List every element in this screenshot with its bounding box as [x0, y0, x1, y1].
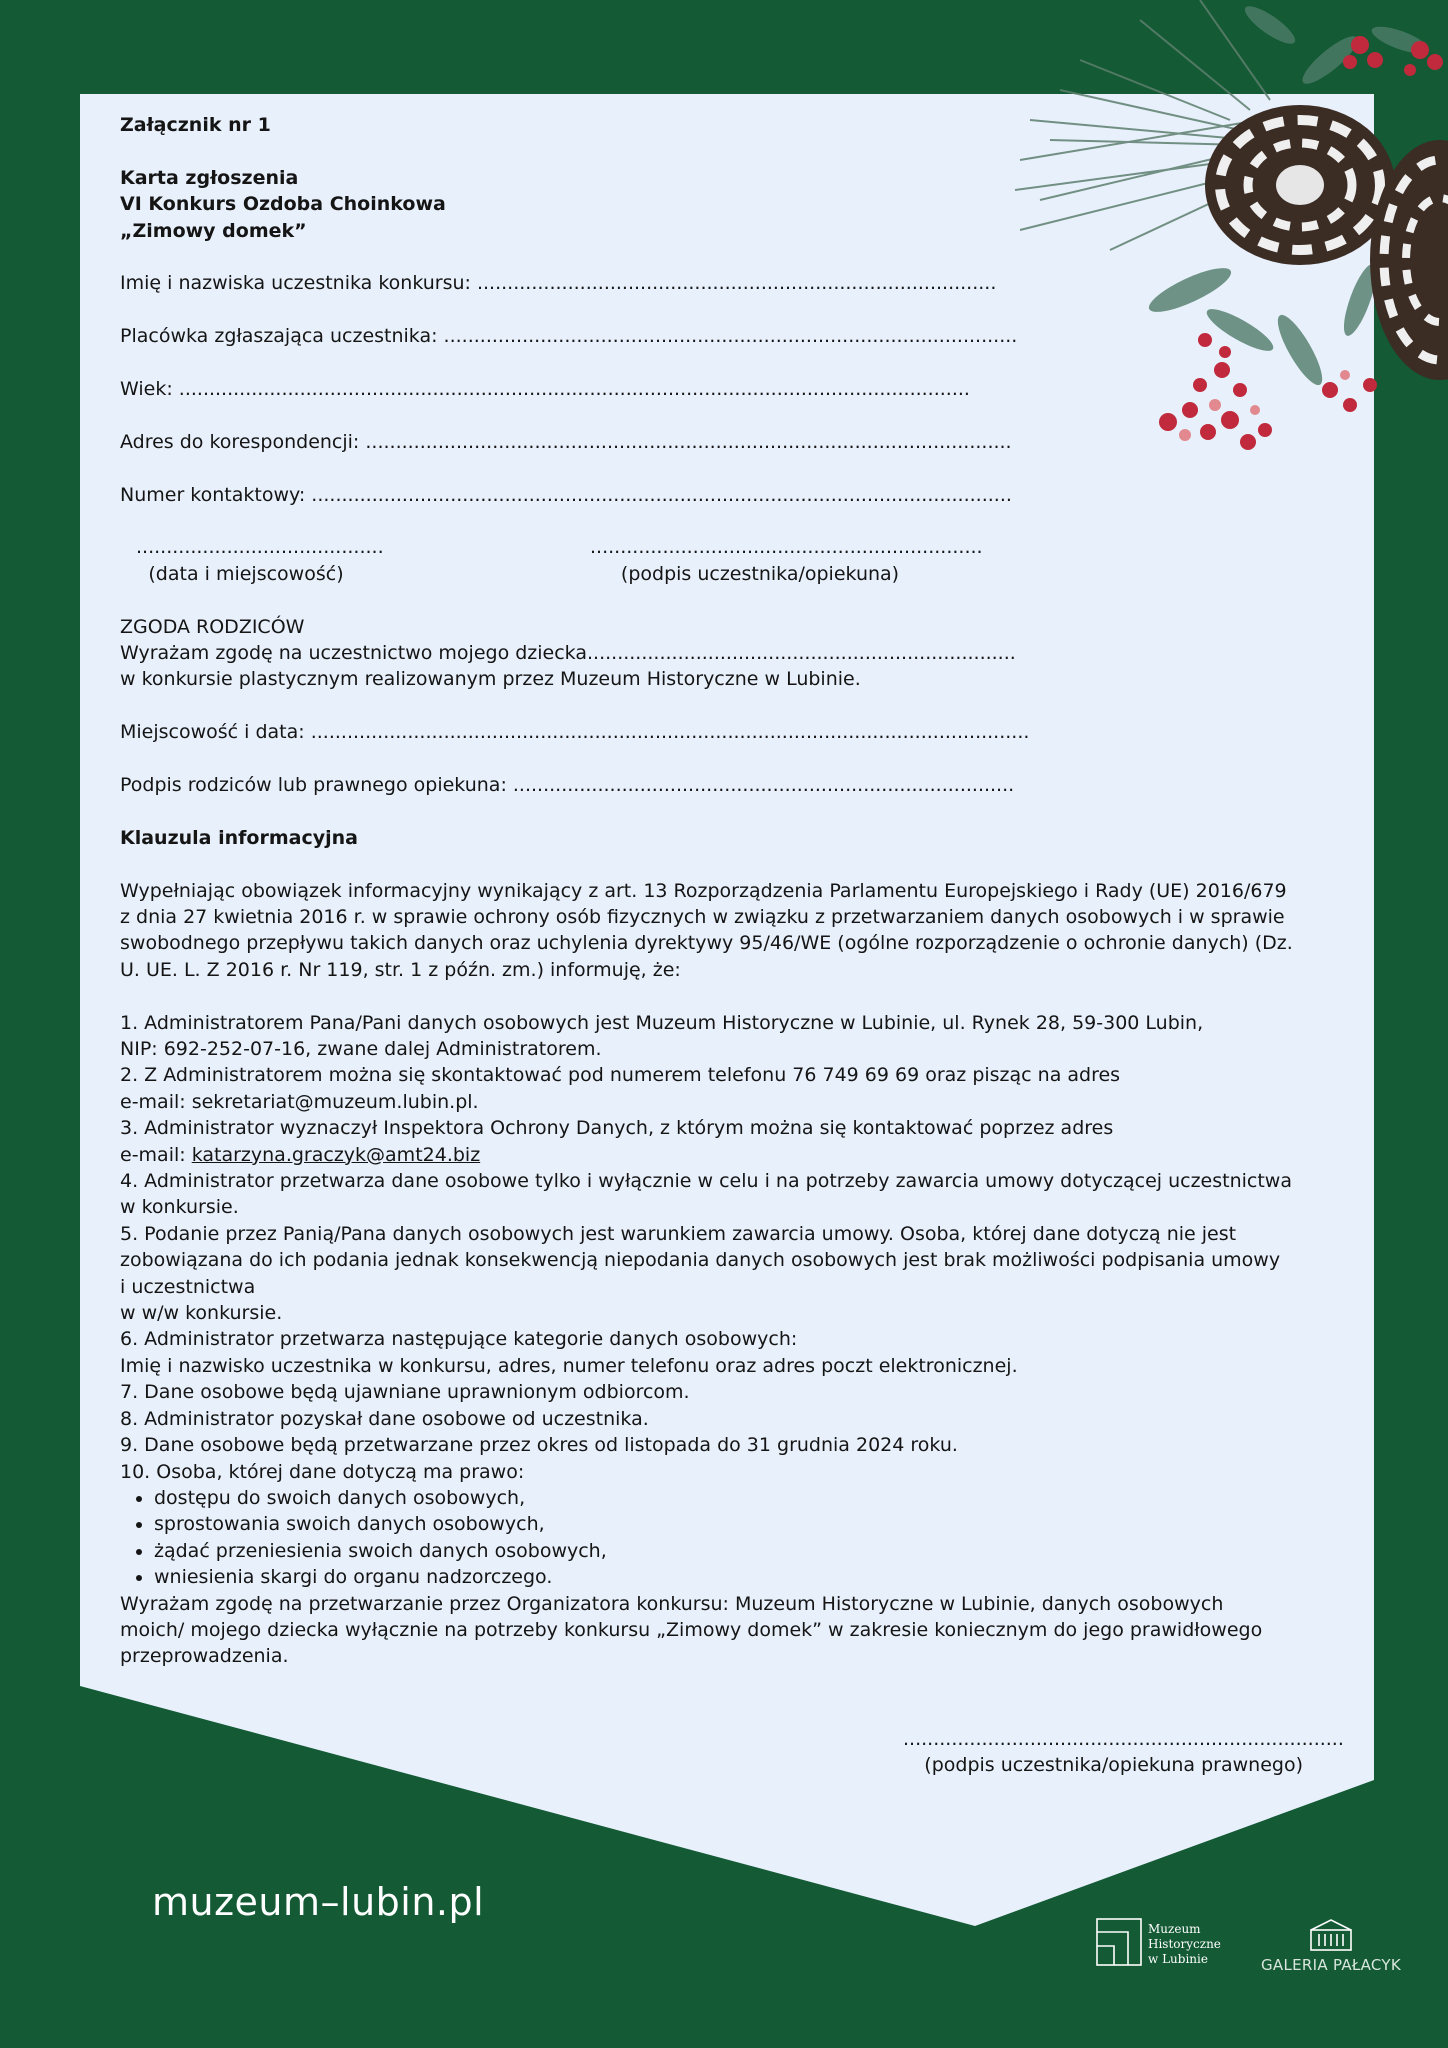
clause-point-10: 10. Osoba, której dane dotyczą ma prawo: [120, 1460, 525, 1483]
guardian-signature-dots: ......................................................................... [903, 1728, 1344, 1750]
form-title-line2: VI Konkurs Ozdoba Choinkowa [120, 193, 446, 216]
museum-logo-icon [1096, 1918, 1142, 1966]
form-title-line1: Karta zgłoszenia [120, 166, 299, 189]
list-item: • sprostowania swoich danych osobowych, [154, 1511, 1300, 1537]
clause-point-5d: w w/w konkursie. [120, 1302, 283, 1325]
museum-logo-text [1148, 1922, 1221, 1967]
museum-logo-line1: Muzeum [1148, 1922, 1201, 1936]
list-item: • wniesienia skargi do organu nadzorczego. [154, 1564, 1300, 1590]
date-place-signature[interactable] [136, 534, 384, 587]
palace-gallery-logo[interactable] [1256, 1912, 1406, 1982]
clause-point-6b: Imię i nazwisko uczestnika w konkursu, adres, numer telefonu oraz adres poczt elektronicznej. [120, 1354, 1018, 1377]
clause-point-1a: 1. Administratorem Pana/Pani danych osobowych jest Muzeum Historyczne w Lubinie, ul. Rynek 28, 59-300 Lubin, [120, 1011, 1204, 1034]
clause-heading: Klauzula informacyjna [120, 826, 358, 849]
clause-point-2b: e-mail: sekretariat@muzeum.lubin.pl. [120, 1090, 479, 1113]
clause-point-1b: NIP: 692-252-07-16, zwane dalej Administratorem. [120, 1038, 602, 1060]
signature-row [120, 534, 1300, 587]
age-field[interactable]: Wiek: ................................................................................................................................... [120, 378, 970, 400]
museum-logo-line2: Historyczne [1148, 1937, 1221, 1951]
dpo-email-link[interactable]: katarzyna.graczyk@amt24.biz [191, 1143, 481, 1166]
participant-signature[interactable] [590, 534, 983, 587]
rights-list [120, 1485, 1300, 1591]
palace-gallery-name: GALERIA PAŁACYK [1260, 1956, 1402, 1974]
list-item: • żądać przeniesienia swoich danych osobowych, [154, 1538, 1300, 1564]
final-consent-a: Wyrażam zgodę na przetwarzanie przez Organizatora konkursu: Muzeum Historyczne w Lubinie, danych osobowych [120, 1592, 1224, 1615]
clause-point-9: 9. Dane osobowe będą przetwarzane przez okres od listopada do 31 grudnia 2024 roku. [120, 1434, 958, 1457]
final-consent-b: moich/ mojego dziecka wyłącznie na potrzeby konkursu „Zimowy domek” w zakresie koniecznym do jego prawidłowego [120, 1618, 1263, 1641]
website-link[interactable]: muzeum–lubin.pl [152, 1880, 485, 1924]
form-title-line3: „Zimowy domek” [120, 219, 307, 242]
address-field[interactable]: Adres do korespondencji: ........................................................................................................... [120, 430, 1012, 453]
participant-signature-label: (podpis uczestnika/opiekuna) [620, 562, 900, 585]
date-place-label: (data i miejscowość) [148, 562, 344, 585]
consent-line2: w konkursie plastycznym realizowanym przez Muzeum Historyczne w Lubinie. [120, 668, 861, 691]
clause-point-5b: zobowiązana do ich podania jednak konsekwencją niepodania danych osobowych jest brak możliwości podpisania umowy [120, 1249, 1281, 1272]
clause-point-6a: 6. Administrator przetwarza następujące kategorie danych osobowych: [120, 1328, 798, 1351]
clause-point-3b [120, 1142, 1300, 1168]
clause-intro: Wypełniając obowiązek informacyjny wynikający z art. 13 Rozporządzenia Parlamentu Europejskiego i Rady (UE) 2016/679 z dnia 27 kwietnia 2016 r. w sprawie ochrony osób fizycznych w związku z przetwarzaniem danych osobowych i w sprawie swobodnego przepływu takich danych oraz uchylenia dyrektywy 95/46/WE (ogólne rozporządzenie o ochronie danych) (Dz. U. UE. L. Z 2016 r. Nr 119, str. 1 z późn. zm.) informuję, że: [120, 879, 1293, 981]
clause-point-4b: w konkursie. [120, 1196, 239, 1219]
palace-logo-icon [1308, 1918, 1354, 1952]
place-date-field[interactable]: Miejscowość i data: ....................................................................................................................... [120, 721, 1030, 744]
clause-point-2a: 2. Z Administratorem można się skontaktować pod numerem telefonu 76 749 69 69 oraz pisząc na adres [120, 1064, 1121, 1087]
final-consent-c: przeprowadzenia. [120, 1645, 289, 1668]
parental-consent-heading: ZGODA RODZICÓW [120, 615, 305, 638]
clause-point-5c: i uczestnictwa [120, 1275, 256, 1298]
clause-point-8: 8. Administrator pozyskał dane osobowe od uczestnika. [120, 1407, 649, 1430]
participant-signature-dots: ................................................................. [590, 536, 983, 559]
clause-point-7: 7. Dane osobowe będą ujawniane uprawnionym odbiorcom. [120, 1381, 690, 1404]
consent-line1[interactable]: Wyrażam zgodę na uczestnictwo mojego dziecka....................................................................... [120, 641, 1016, 664]
email-prefix: e-mail: [120, 1143, 192, 1166]
museum-logo-line3: w Lubinie [1148, 1952, 1208, 1966]
clause-point-4a: 4. Administrator przetwarza dane osobowe tylko i wyłącznie w celu i na potrzeby zawarcia umowy dotyczącej uczestnictwa [120, 1170, 1292, 1193]
museum-logo[interactable] [1096, 1918, 1226, 1974]
annex-label: Załącznik nr 1 [120, 114, 271, 136]
institution-field[interactable]: Placówka zgłaszająca uczestnika: ............................................................................................... [120, 325, 1018, 348]
application-form [120, 112, 1300, 1670]
guardian-signature[interactable] [903, 1726, 1344, 1779]
parent-signature-field[interactable]: Podpis rodziców lub prawnego opiekuna: ................................................................................... [120, 773, 1015, 796]
clause-point-5a: 5. Podanie przez Panią/Pana danych osobowych jest warunkiem zawarcia umowy. Osoba, której dane dotyczą nie jest [120, 1222, 1237, 1245]
guardian-signature-label: (podpis uczestnika/opiekuna prawnego) [924, 1754, 1303, 1777]
participant-name-field[interactable]: Imię i nazwiska uczestnika konkursu: ...................................................................................... [120, 272, 997, 295]
phone-field[interactable]: Numer kontaktowy: .................................................................................................................... [120, 483, 1012, 506]
clause-point-3a: 3. Administrator wyznaczył Inspektora Ochrony Danych, z którym można się kontaktować poprzez adres [120, 1117, 1114, 1140]
list-item: • dostępu do swoich danych osobowych, [154, 1485, 1300, 1511]
date-place-dots: ......................................... [136, 536, 384, 559]
